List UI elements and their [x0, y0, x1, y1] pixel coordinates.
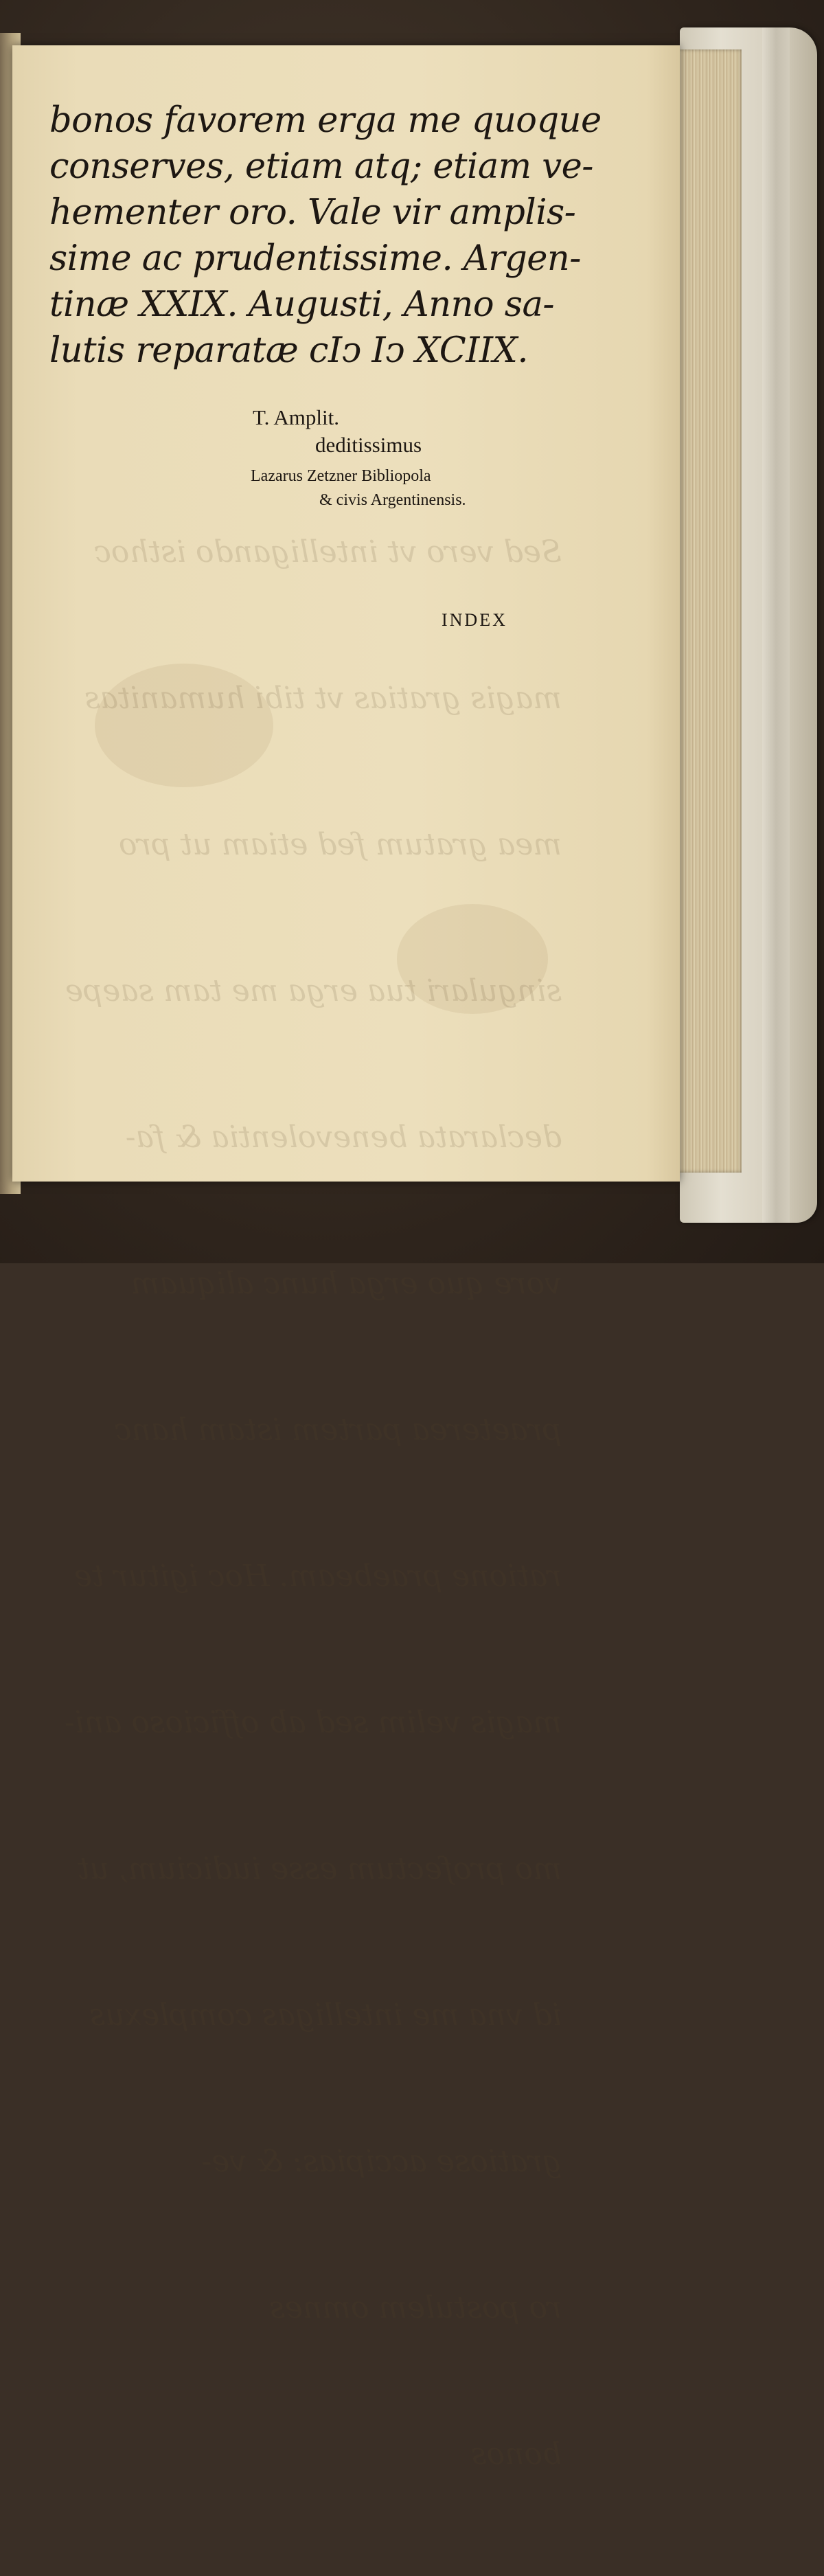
letter-line: tinæ XXIX. Augusti, Anno sa- — [49, 284, 555, 325]
show-through-text: Sed vero vt intelligando isthoc magis gratias vt tibi humanitas mea gratum fed etiam ut pro singulari tua erga me tam saepe declarata benevolentia & fa- vore quo erga hunc aliquam praeterea partem istam hanc ratione praebeam. Hoc igitur te magis velim sed ab officioso ani- mo profectum esse iudicium, ut id vna me intelligas complexus gratiose accipias: & ve- ro postulem omnes bonos — [64, 534, 562, 2472]
signature-name: Lazarus Zetzner Bibliopola — [251, 467, 431, 485]
signature-devoted: deditissimus — [315, 433, 422, 457]
letter-line: hementer oro. Vale vir amplis- — [49, 192, 576, 233]
page-fore-edge — [676, 49, 742, 1173]
signature-civis: & civis Argentinensis. — [319, 491, 466, 509]
letter-line: lutis reparatæ cIↄ Iↄ XCIIX. — [49, 330, 529, 371]
letter-line: bonos favorem erga me quoque — [49, 100, 602, 141]
letter-line: sime ac prudentissime. Argen- — [49, 238, 582, 279]
letter-text — [49, 98, 602, 374]
signature-salutation: T. Amplit. — [253, 405, 340, 429]
catchword: INDEX — [442, 610, 507, 630]
letter-line: conserves, etiam atq; etiam ve- — [49, 146, 594, 187]
